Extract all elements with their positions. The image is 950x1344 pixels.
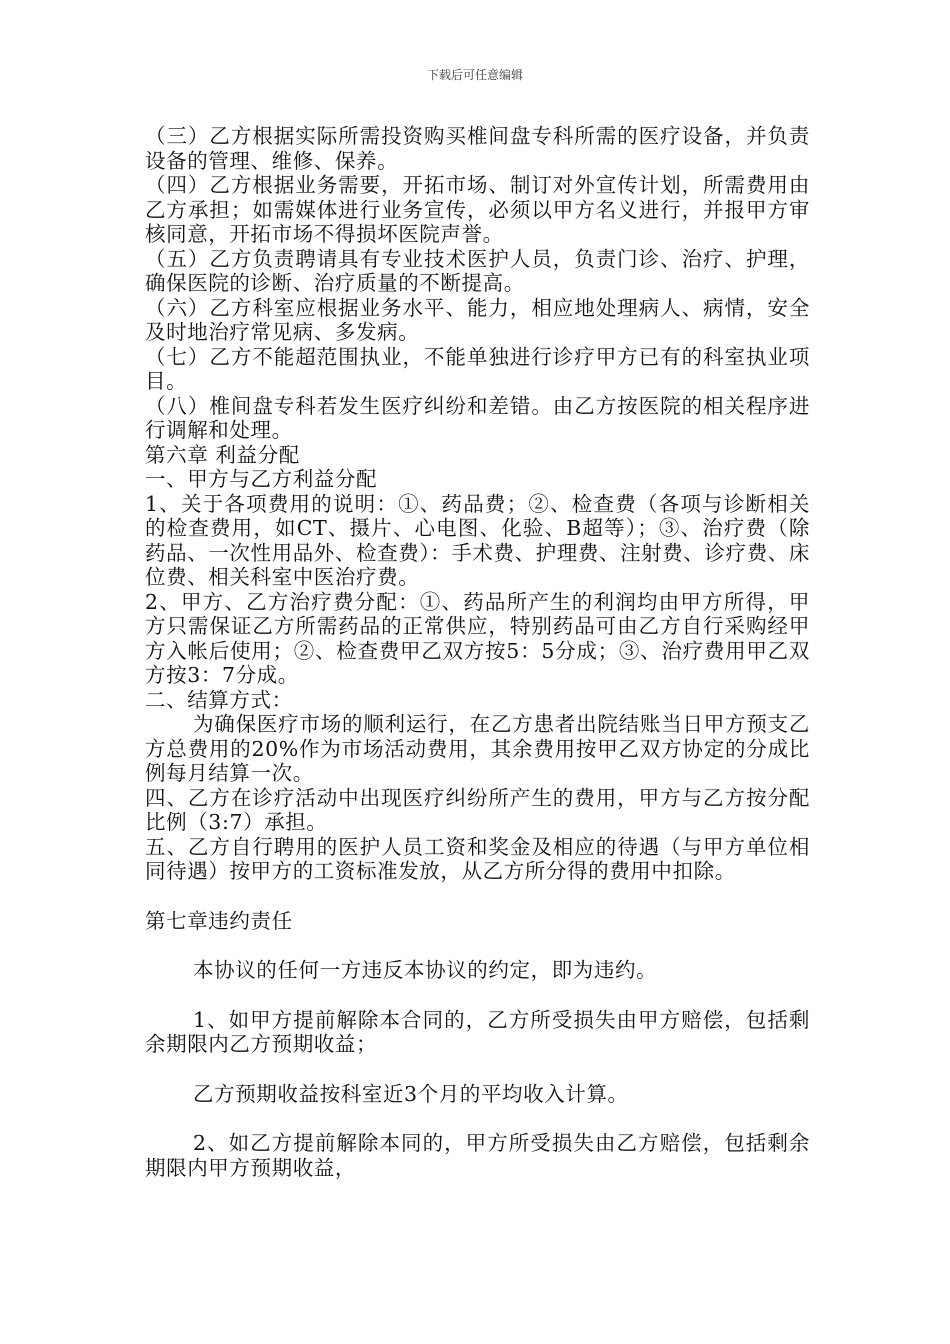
paragraph-7: （七）乙方不能超范围执业，不能单独进行诊疗甲方已有的科室执业项目。 [145, 344, 810, 393]
paragraph-5: （五）乙方负责聘请具有专业技术医护人员，负责门诊、治疗、护理，确保医院的诊断、治疗质量的不断提高。 [145, 246, 810, 295]
paragraph-3: （三）乙方根据实际所需投资购买椎间盘专科所需的医疗设备，并负责设备的管理、维修、保养。 [145, 124, 810, 173]
paragraph-expected-income: 乙方预期收益按科室近3个月的平均收入计算。 [193, 1081, 629, 1106]
paragraph-dispute-cost: 四、乙方在诊疗活动中出现医疗纠纷所产生的费用，甲方与乙方按分配比例（3:7）承担。 [145, 785, 810, 834]
spacer [145, 1057, 810, 1082]
paragraph-fee-allocation: 2、甲方、乙方治疗费分配：①、药品所产生的利润均由甲方所得，甲方只需保证乙方所需药品的正常供应，特别药品可由乙方自行采购经甲方入帐后使用；②、检查费甲乙双方按5：5分成；③、治疗费用甲乙双方按3：7分成。 [145, 589, 810, 687]
paragraph-staff-salary: 五、乙方自行聘用的医护人员工资和奖金及相应的待遇（与甲方单位相同待遇）按甲方的工资标准发放，从乙方所分得的费用中扣除。 [145, 834, 810, 883]
paragraph-settlement: 为确保医疗市场的顺利运行，在乙方患者出院结账当日甲方预支乙方总费用的20%作为市场活动费用，其余费用按甲乙双方协定的分成比例每月结算一次。 [145, 712, 810, 785]
spacer [145, 983, 810, 1008]
section-profit-allocation: 一、甲方与乙方利益分配 [145, 467, 378, 491]
section-settlement: 二、结算方式： [145, 687, 293, 712]
paragraph-fee-description: 1、关于各项费用的说明：①、药品费；②、检查费（各项与诊断相关的检查费用，如CT、摄片、心电图、化验、B超等）；③、治疗费（除药品、一次性用品外、检查费）：手术费、护理费、注射费、诊疗费、床位费、相关科室中医治疗费。 [145, 491, 810, 589]
paragraph-breach-definition: 本协议的任何一方违反本协议的约定，即为违约。 [193, 958, 658, 982]
paragraph-party-b-termination: 2、如乙方提前解除本同的，甲方所受损失由乙方赔偿，包括剩余期限内甲方预期收益， [145, 1131, 810, 1180]
chapter-6-title: 第六章 利益分配 [145, 442, 300, 467]
chapter-7-title: 第七章违约责任 [145, 908, 293, 933]
spacer [145, 933, 810, 958]
paragraph-party-a-termination: 1、如甲方提前解除本合同的，乙方所受损失由甲方赔偿，包括剩余期限内乙方预期收益； [145, 1007, 810, 1056]
spacer [145, 884, 810, 909]
spacer [145, 1106, 810, 1131]
paragraph-8: （八）椎间盘专科若发生医疗纠纷和差错。由乙方按医院的相关程序进行调解和处理。 [145, 393, 810, 442]
document-body [145, 124, 810, 1180]
page-header: 下载后可任意编辑 [426, 68, 523, 82]
paragraph-4: （四）乙方根据业务需要，开拓市场、制订对外宣传计划，所需费用由乙方承担；如需媒体进行业务宣传，必须以甲方名义进行，并报甲方审核同意，开拓市场不得损坏医院声誉。 [145, 173, 810, 246]
paragraph-6: （六）乙方科室应根据业务水平、能力，相应地处理病人、病情，安全及时地治疗常见病、多发病。 [145, 295, 810, 344]
